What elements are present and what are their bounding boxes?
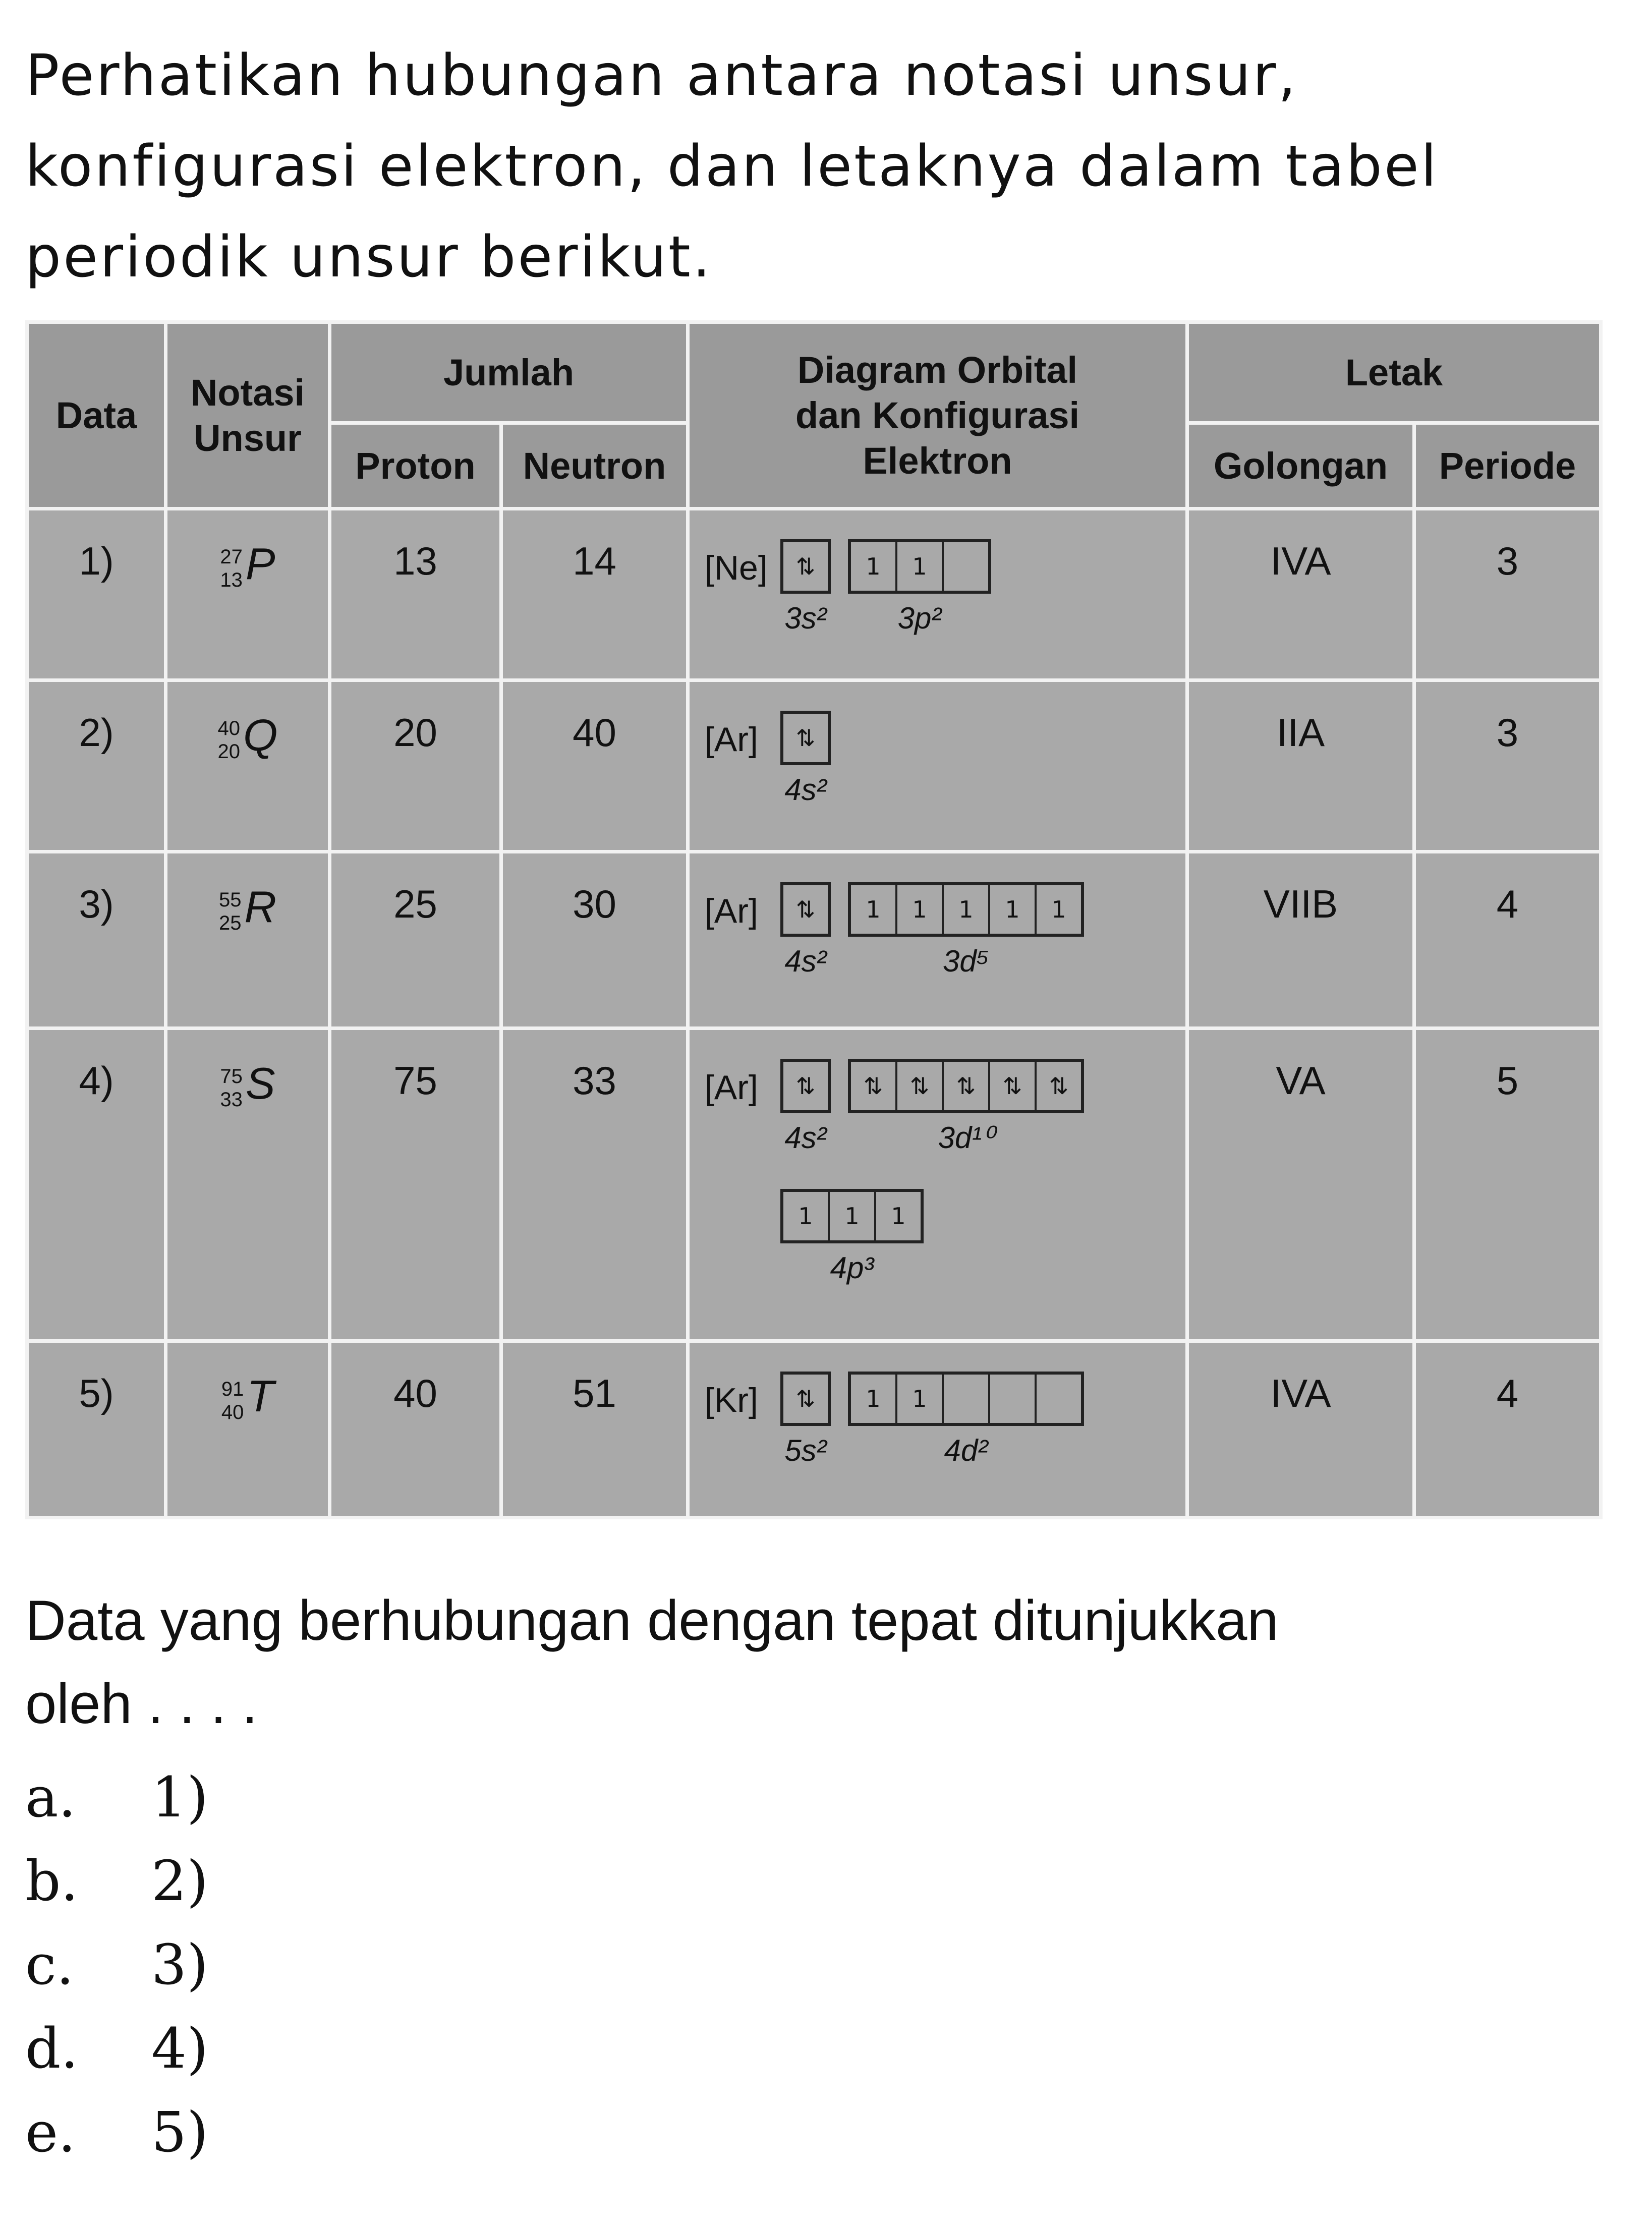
orbital-box: 1	[1051, 896, 1066, 923]
proton-count: 40	[330, 1341, 501, 1518]
orbital-box: ⇅	[795, 553, 816, 580]
mass-number: 75	[220, 1065, 243, 1088]
periode-value: 5	[1414, 1029, 1601, 1341]
noble-gas-core: [Kr]	[705, 1381, 758, 1419]
table-body	[27, 509, 1601, 1518]
option-text: 5)	[151, 2100, 208, 2164]
option-d[interactable]	[25, 2007, 208, 2090]
periode-value: 4	[1414, 1341, 1601, 1518]
configuration-line	[705, 538, 1185, 638]
orbital-label: 5s²	[784, 1434, 827, 1467]
element-notation	[166, 1341, 330, 1518]
question-text	[25, 1579, 1614, 1745]
element-symbol: S	[245, 1058, 275, 1108]
element-symbol: Q	[243, 710, 278, 760]
proton-count: 20	[330, 680, 501, 852]
orbital-box: ⇅	[1049, 1072, 1069, 1100]
row-number: 3)	[27, 852, 166, 1029]
orbital-boxes	[848, 1372, 1084, 1426]
option-key: a.	[25, 1765, 76, 1830]
orbital-box: ⇅	[795, 1385, 816, 1412]
orbital-box: 1	[851, 885, 897, 934]
orbital-box: ⇅	[851, 1062, 897, 1110]
configuration-line	[705, 881, 1185, 981]
electron-configuration	[688, 1029, 1187, 1341]
neutron-count: 40	[501, 680, 688, 852]
orbital-boxes	[780, 1372, 831, 1426]
isotope-numbers	[221, 1378, 244, 1424]
row-number: 2)	[27, 680, 166, 852]
periode-value: 4	[1414, 852, 1601, 1029]
orbital-box: 1	[851, 542, 897, 591]
header-notasi-line2: Unsur	[194, 417, 302, 459]
neutron-count: 30	[501, 852, 688, 1029]
orbital-box: 1	[897, 542, 944, 591]
orbital-box: 1	[990, 885, 1037, 934]
option-c[interactable]	[25, 1923, 208, 2007]
golongan-value: VIIB	[1187, 852, 1414, 1029]
orbital-group	[780, 1188, 924, 1285]
element-symbol: P	[245, 539, 275, 589]
orbital-boxes	[848, 539, 991, 594]
golongan-value: IIA	[1187, 680, 1414, 852]
orbital-box: ⇅	[944, 1062, 990, 1110]
electron-configuration	[688, 509, 1187, 680]
orbital-box: ⇅	[990, 1062, 1037, 1110]
orbital-group	[848, 538, 991, 636]
orbital-box	[990, 1375, 1037, 1423]
orbital-group	[780, 881, 831, 979]
orbital-boxes	[780, 1059, 831, 1113]
orbital-box: 1	[783, 1192, 830, 1240]
option-key: b.	[25, 1849, 79, 1913]
orbital-box: ⇅	[795, 724, 816, 752]
mass-number: 40	[217, 717, 241, 740]
header-data: Data	[27, 322, 166, 509]
row-number: 5)	[27, 1341, 166, 1518]
golongan-value: IVA	[1187, 1341, 1414, 1518]
orbital-box: ⇅	[795, 896, 816, 923]
option-b[interactable]	[25, 1839, 208, 1923]
orbital-box	[944, 1375, 990, 1423]
orbital-boxes	[780, 1189, 924, 1243]
orbital-label: 4p³	[830, 1251, 874, 1285]
intro-line-1: Perhatikan hubungan antara notasi unsur,	[25, 43, 1298, 108]
isotope-numbers	[220, 545, 243, 592]
proton-count: 13	[330, 509, 501, 680]
element-notation	[166, 509, 330, 680]
orbital-group	[848, 1058, 1084, 1156]
orbital-label: 3s²	[784, 601, 827, 635]
header-neutron: Neutron	[501, 423, 688, 509]
noble-gas-core: [Ar]	[705, 720, 758, 759]
orbital-boxes	[780, 539, 831, 594]
option-a[interactable]	[25, 1755, 208, 1839]
answer-options	[25, 1755, 208, 2174]
mass-number: 55	[218, 889, 242, 911]
orbital-box: 1	[830, 1192, 876, 1240]
element-notation	[166, 1029, 330, 1341]
element-data-table	[25, 320, 1603, 1519]
isotope-numbers	[218, 717, 241, 763]
table-row	[27, 680, 1601, 852]
option-text: 2)	[151, 1849, 208, 1913]
orbital-box	[944, 542, 988, 591]
orbital-box: ⇅	[795, 1072, 816, 1100]
mass-number: 27	[220, 546, 243, 568]
header-proton: Proton	[330, 423, 501, 509]
orbital-box	[1037, 1375, 1081, 1423]
orbital-box: 1	[897, 1375, 944, 1423]
atomic-number: 33	[220, 1089, 243, 1111]
orbital-label: 4s²	[784, 773, 827, 807]
electron-configuration	[688, 852, 1187, 1029]
orbital-box: 1	[891, 1203, 906, 1230]
orbital-group	[780, 1058, 831, 1155]
noble-gas-core: [Ar]	[705, 1068, 758, 1107]
table-row	[27, 852, 1601, 1029]
orbital-box: 1	[851, 1375, 897, 1423]
configuration-line	[705, 710, 1185, 810]
header-notasi-line1: Notasi	[190, 371, 305, 414]
header-jumlah: Jumlah	[330, 322, 688, 423]
configuration-line	[705, 1371, 1185, 1470]
question-line-1: Data yang berhubungan dengan tepat ditunjukkan	[25, 1589, 1279, 1652]
electron-configuration	[688, 680, 1187, 852]
orbital-box: 1	[944, 885, 990, 934]
table-row	[27, 1029, 1601, 1341]
orbital-group	[848, 1371, 1084, 1468]
mass-number: 91	[221, 1378, 244, 1401]
orbital-boxes	[848, 1059, 1084, 1113]
electron-configuration	[688, 1341, 1187, 1518]
orbital-label: 3d¹⁰	[938, 1121, 994, 1155]
golongan-value: IVA	[1187, 509, 1414, 680]
header-diagram-orbital	[688, 322, 1187, 509]
header-notasi-unsur	[166, 322, 330, 509]
isotope-numbers	[219, 888, 242, 935]
orbital-label: 3d⁵	[943, 944, 989, 978]
question-line-2: oleh . . . .	[25, 1672, 258, 1735]
proton-count: 25	[330, 852, 501, 1029]
orbital-label: 4s²	[784, 944, 827, 978]
orbital-label: 3p²	[897, 601, 942, 635]
table-row	[27, 1341, 1601, 1518]
proton-count: 75	[330, 1029, 501, 1341]
periode-value: 3	[1414, 680, 1601, 852]
orbital-boxes	[848, 882, 1084, 937]
element-notation	[166, 852, 330, 1029]
header-diagram-line2: dan Konfigurasi	[795, 394, 1080, 436]
orbital-boxes	[780, 711, 831, 765]
intro-text	[25, 30, 1614, 303]
orbital-box: ⇅	[897, 1062, 944, 1110]
atomic-number: 25	[218, 912, 242, 935]
neutron-count: 14	[501, 509, 688, 680]
intro-line-2: konfigurasi elektron, dan letaknya dalam tabel	[25, 134, 1439, 199]
option-key: c.	[25, 1932, 74, 1997]
orbital-label: 4s²	[784, 1121, 827, 1155]
atomic-number: 13	[220, 569, 243, 592]
option-key: d.	[25, 2016, 79, 2081]
orbital-label: 4d²	[944, 1434, 988, 1467]
intro-line-3: periodik unsur berikut.	[25, 224, 713, 290]
header-letak: Letak	[1187, 322, 1601, 423]
orbital-group	[780, 1371, 831, 1468]
row-number: 4)	[27, 1029, 166, 1341]
option-key: e.	[25, 2100, 76, 2164]
noble-gas-core: [Ne]	[705, 549, 768, 587]
header-periode: Periode	[1414, 423, 1601, 509]
element-symbol: R	[244, 882, 277, 932]
orbital-group	[848, 881, 1084, 979]
periode-value: 3	[1414, 509, 1601, 680]
option-e[interactable]	[25, 2090, 208, 2174]
header-golongan: Golongan	[1187, 423, 1414, 509]
neutron-count: 33	[501, 1029, 688, 1341]
element-notation	[166, 680, 330, 852]
header-diagram-line1: Diagram Orbital	[797, 349, 1078, 391]
header-diagram-line3: Elektron	[863, 439, 1012, 482]
orbital-group	[780, 538, 831, 636]
isotope-numbers	[220, 1065, 243, 1111]
option-text: 3)	[151, 1932, 208, 1997]
atomic-number: 20	[217, 740, 241, 763]
table-row	[27, 509, 1601, 680]
row-number: 1)	[27, 509, 166, 680]
element-symbol: T	[247, 1371, 274, 1421]
neutron-count: 51	[501, 1341, 688, 1518]
option-text: 4)	[151, 2016, 208, 2081]
configuration-line	[705, 1058, 1185, 1158]
noble-gas-core: [Ar]	[705, 892, 758, 930]
option-text: 1)	[151, 1765, 208, 1830]
orbital-boxes	[780, 882, 831, 937]
orbital-group	[780, 710, 831, 807]
atomic-number: 40	[221, 1401, 244, 1424]
orbital-box: 1	[897, 885, 944, 934]
golongan-value: VA	[1187, 1029, 1414, 1341]
configuration-line	[780, 1188, 1185, 1288]
